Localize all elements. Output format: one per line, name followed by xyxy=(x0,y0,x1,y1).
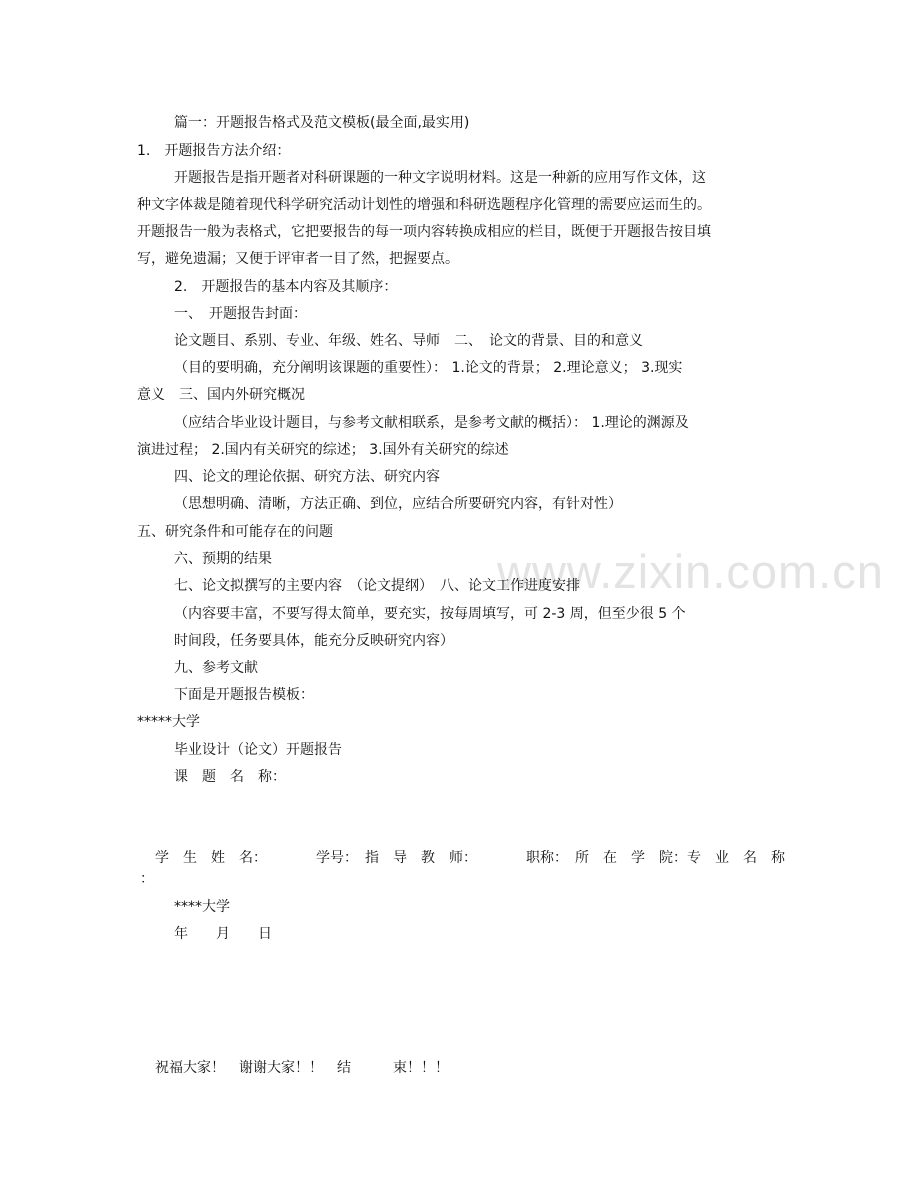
document-title: 篇一：开题报告格式及范文模板(最全面,最实用) xyxy=(174,115,470,131)
university-name: *****大学 xyxy=(137,714,200,730)
paragraph-line: （思想明确、清晰，方法正确、到位，应结合所要研究内容，有针对性） xyxy=(174,496,622,512)
report-title: 毕业设计（论文）开题报告 xyxy=(174,742,342,758)
watermark: www.zixin.com.cn xyxy=(497,545,884,598)
topic-name-field: 课 题 名 称： xyxy=(174,769,286,785)
student-info-fields: 学 生 姓 名： 学号： 指 导 教 师： 职称： 所 在 学 院：专 业 名 称 xyxy=(155,850,785,866)
paragraph-line: 种文字体裁是随着现代科学研究活动计划性的增强和科研选题程序化管理的需要应运而生的。 xyxy=(137,197,711,213)
paragraph-line: 四、论文的理论依据、研究方法、研究内容 xyxy=(174,469,440,485)
paragraph-line: 时间段，任务要具体，能充分反映研究内容） xyxy=(174,633,454,649)
paragraph-line: （内容要丰富，不要写得太简单，要充实，按每周填写，可 2-3 周，但至少很 5 个 xyxy=(174,606,686,622)
paragraph-line: （应结合毕业设计题目，与参考文献相联系，是参考文献的概括）： 1.理论的渊源及 xyxy=(174,415,689,431)
date-field: 年 月 日 xyxy=(174,926,272,942)
paragraph-line: 意义 三、国内外研究概况 xyxy=(137,387,305,403)
section-heading: 2. 开题报告的基本内容及其顺序： xyxy=(174,279,398,295)
university-name-footer: ****大学 xyxy=(174,899,230,915)
paragraph-line: （目的要明确，充分阐明该课题的重要性）： 1.论文的背景； 2.理论意义； 3.现实 xyxy=(174,360,683,376)
paragraph-line: 下面是开题报告模板： xyxy=(174,687,314,703)
paragraph-line: 开题报告一般为表格式，它把要报告的每一项内容转换成相应的栏目，既便于开题报告按目填 xyxy=(137,224,711,240)
paragraph-line: 一、 开题报告封面： xyxy=(174,306,307,322)
paragraph-line: 七、论文拟撰写的主要内容 （论文提纲） 八、论文工作进度安排 xyxy=(174,578,580,594)
paragraph-line: 开题报告是指开题者对科研课题的一种文字说明材料。这是一种新的应用写作文体，这 xyxy=(174,170,706,186)
paragraph-line: 五、研究条件和可能存在的问题 xyxy=(137,524,333,540)
student-info-fields-continued: ： xyxy=(140,871,154,887)
paragraph-line: 写，避免遗漏；又便于评审者一目了然，把握要点。 xyxy=(137,251,459,267)
paragraph-line: 论文题目、系别、专业、年级、姓名、导师 二、 论文的背景、目的和意义 xyxy=(174,333,643,349)
paragraph-line: 九、参考文献 xyxy=(174,660,258,676)
paragraph-line: 演进过程； 2.国内有关研究的综述； 3.国外有关研究的综述 xyxy=(137,442,509,458)
closing-line: 祝福大家！ 谢谢大家！！ 结 束！！！ xyxy=(155,1060,449,1076)
paragraph-line: 六、预期的结果 xyxy=(174,551,272,567)
section-heading: 1. 开题报告方法介绍： xyxy=(137,143,291,159)
